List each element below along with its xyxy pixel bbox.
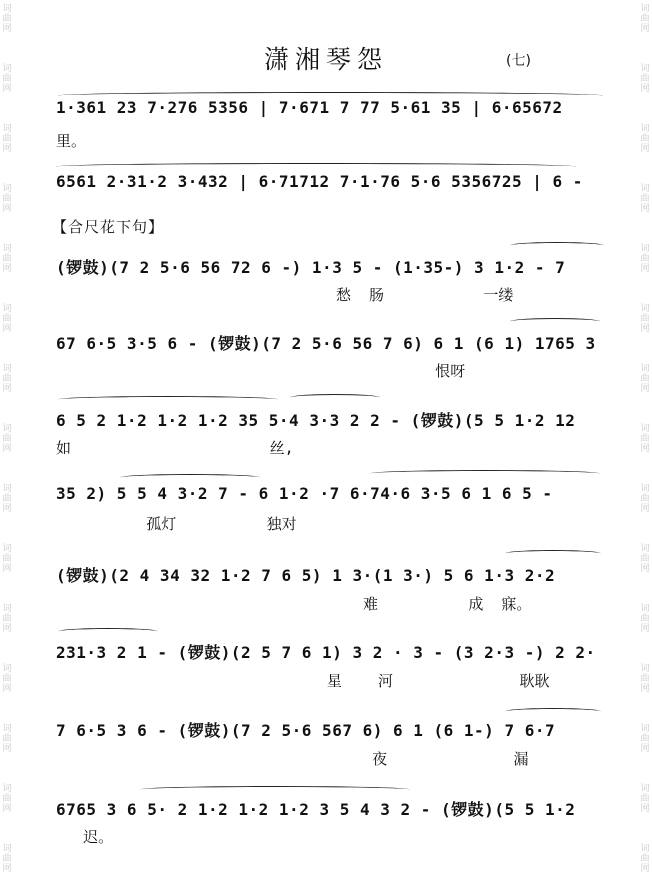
lyrics-line-1: 里。 bbox=[56, 132, 87, 150]
slur bbox=[58, 396, 278, 403]
slur bbox=[505, 550, 601, 557]
lyrics-line-8: 星 河 耿耿 bbox=[56, 672, 550, 690]
slur bbox=[120, 474, 260, 481]
notation-line-5: 6 5 2 1·2 1·2 1·2 35 5·4 3·3 2 2 - (锣鼓)(5 5 1·2 12 bbox=[56, 411, 576, 430]
slur bbox=[290, 394, 380, 401]
watermark-left: 词曲网 词曲网 词曲网 词曲网 词曲网 词曲网 词曲网 词曲网 词曲网 词曲网 词曲网 词曲网 词曲网 词曲网 词曲网 bbox=[2, 4, 12, 874]
notation-line-7: (锣鼓)(2 4 34 32 1·2 7 6 5) 1 3·(1 3·) 5 6 1·3 2·2 bbox=[56, 566, 556, 585]
slur bbox=[140, 786, 410, 793]
notation-line-2: 6561 2·31·2 3·432 | 6·71712 7·1·76 5·6 5356725 | 6 - bbox=[56, 172, 583, 191]
notation-line-3: (锣鼓)(7 2 5·6 56 72 6 -) 1·3 5 - (1·35-) 3 1·2 - 7 bbox=[56, 258, 566, 277]
notation-line-8: 231·3 2 1 - (锣鼓)(2 5 7 6 1) 3 2 · 3 - (3 2·3 -) 2 2· bbox=[56, 643, 596, 662]
slur bbox=[510, 318, 600, 325]
slur bbox=[56, 163, 576, 170]
lyrics-line-7: 难 成 寐。 bbox=[56, 595, 532, 613]
section-label: 【合尺花下句】 bbox=[52, 218, 165, 236]
watermark-right: 词曲网 词曲网 词曲网 词曲网 词曲网 词曲网 词曲网 词曲网 词曲网 词曲网 词曲网 词曲网 词曲网 词曲网 词曲网 bbox=[640, 4, 650, 874]
slur bbox=[505, 708, 601, 715]
lyrics-line-3: 愁 肠 一缕 bbox=[56, 286, 514, 304]
score-title: 潇湘琴怨 bbox=[263, 45, 388, 74]
lyrics-line-6: 孤灯 独对 bbox=[56, 515, 297, 533]
lyrics-line-10: 迟。 bbox=[56, 828, 114, 846]
lyrics-line-5: 如 丝, bbox=[56, 439, 294, 457]
slur bbox=[58, 628, 158, 635]
lyrics-line-9: 夜 漏 bbox=[56, 750, 529, 768]
slur bbox=[370, 470, 600, 477]
notation-line-10: 6765 3 6 5· 2 1·2 1·2 1·2 3 5 4 3 2 - (锣鼓)(5 5 1·2 bbox=[56, 800, 576, 819]
notation-line-9: 7 6·5 3 6 - (锣鼓)(7 2 5·6 567 6) 6 1 (6 1-) 7 6·7 bbox=[56, 721, 556, 740]
notation-line-6: 35 2) 5 5 4 3·2 7 - 6 1·2 ·7 6·74·6 3·5 6 1 6 5 - bbox=[56, 484, 553, 503]
slur bbox=[510, 242, 604, 249]
lyrics-line-4: 恨呀 bbox=[56, 362, 466, 380]
notation-line-4: 67 6·5 3·5 6 - (锣鼓)(7 2 5·6 56 7 6) 6 1 (6 1) 1765 3 bbox=[56, 334, 596, 353]
part-number: (七) bbox=[506, 53, 531, 69]
notation-line-1: 1·361 23 7·276 5356 | 7·671 7 77 5·61 35 | 6·65672 bbox=[56, 98, 563, 117]
